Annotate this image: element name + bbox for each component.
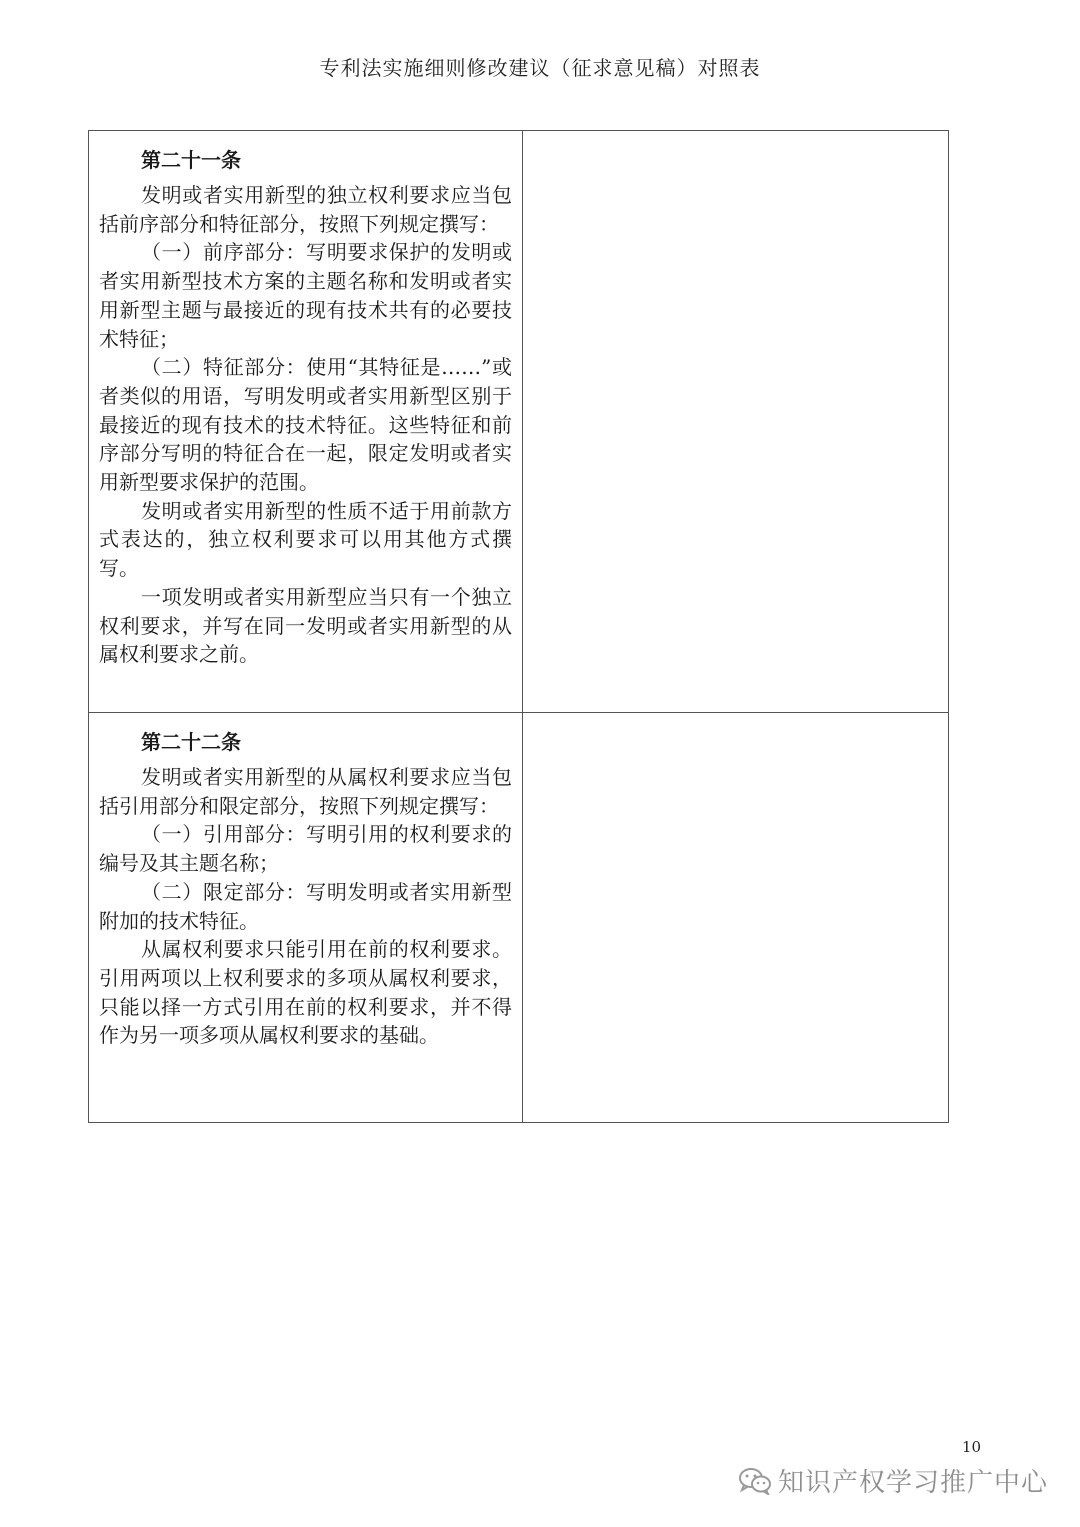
article-paragraph: 发明或者实用新型的性质不适于用前款方式表达的，独立权利要求可以用其他方式撰写。 <box>99 498 512 581</box>
revision-text <box>523 131 948 157</box>
article-paragraph: 一项发明或者实用新型应当只有一个独立权利要求，并写在同一发明或者实用新型的从属权利要求之前。 <box>99 584 512 667</box>
original-text-cell <box>89 713 523 1123</box>
article-paragraph: （一）引用部分：写明引用的权利要求的编号及其主题名称； <box>99 822 512 876</box>
watermark-text: 知识产权学习推广中心 <box>778 1468 1049 1498</box>
table-row <box>89 713 949 1123</box>
table-row <box>89 131 949 713</box>
document-title: 专利法实施细则修改建议（征求意见稿）对照表 <box>319 56 761 80</box>
revision-cell <box>523 713 949 1123</box>
article-paragraph: 从属权利要求只能引用在前的权利要求。引用两项以上权利要求的多项从属权利要求，只能以择一方式引用在前的权利要求，并不得作为另一项多项从属权利要求的基础。 <box>99 937 512 1048</box>
page-number: 10 <box>962 1438 982 1456</box>
revision-text <box>523 713 948 739</box>
article-paragraph: 发明或者实用新型的独立权利要求应当包括前序部分和特征部分，按照下列规定撰写： <box>99 183 512 236</box>
article-paragraph: （一）前序部分：写明要求保护的发明或者实用新型技术方案的主题名称和发明或者实用新型主题与最接近的现有技术共有的必要技术特征； <box>99 240 512 351</box>
article-title: 第二十二条 <box>141 730 241 754</box>
watermark <box>738 1462 1048 1499</box>
revision-cell <box>523 131 949 713</box>
comparison-table <box>88 130 949 1123</box>
article-paragraph: （二）限定部分：写明发明或者实用新型附加的技术特征。 <box>99 879 512 933</box>
article-paragraph: （二）特征部分：使用“其特征是……”或者类似的用语，写明发明或者实用新型区别于最接近的现有技术的技术特征。这些特征和前序部分写明的特征合在一起，限定发明或者实用新型要求保护的范围。 <box>99 355 512 495</box>
wechat-icon <box>738 1467 772 1495</box>
article-title: 第二十一条 <box>141 148 241 172</box>
original-text-cell <box>89 131 523 713</box>
article-paragraph: 发明或者实用新型的从属权利要求应当包括引用部分和限定部分，按照下列规定撰写： <box>99 765 512 818</box>
